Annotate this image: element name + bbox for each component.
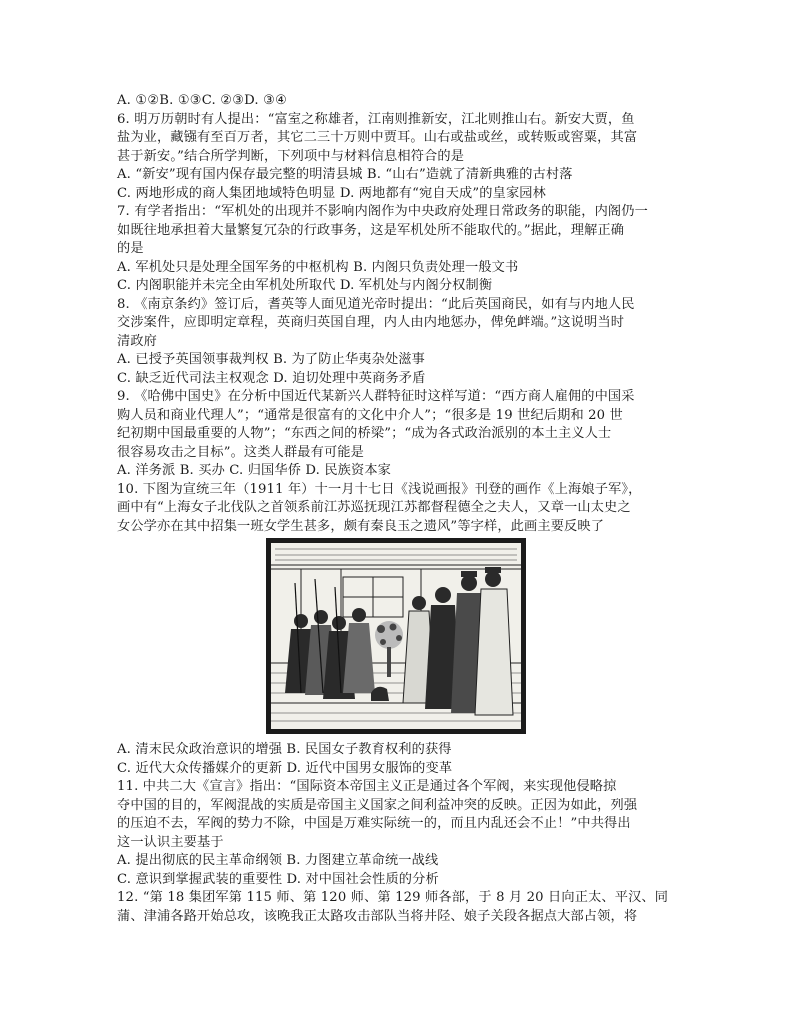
exam-page [117,92,679,926]
text-line: 9. 《哈佛中国史》在分析中国近代某新兴人群特征时这样写道：“西方商人雇佣的中国采 [117,389,635,404]
text-line: 购人员和商业代理人”；“通常是很富有的文化中介人”；“很多是 19 世纪后期和 20 世 [117,407,623,423]
text-line: 如既往地承担着大量繁复冗杂的行政事务，这是军机处所不能取代的。”据此，理解正确 [117,222,625,238]
text-line: 画中有“上海女子北伐队之首领系前江苏巡抚现江苏都督程德全之夫人，又章一山太史之 [117,500,631,515]
historical-illustration [266,538,526,734]
text-line: 的压迫不去，军阀的势力不除，中国是万难实际统一的，而且内乱还会不止！”中共得出 [117,816,631,831]
text-line: 11. 中共二大《宣言》指出：“国际资本帝国主义正是通过各个军阀，来实现他侵略掠 [117,779,617,794]
text-line: 这一认识主要基于 [117,834,224,850]
text-line: 清政府 [117,333,158,349]
text-line: A. 洋务派 B. 买办 C. 归国华侨 D. 民族资本家 [117,463,392,478]
text-line: 10. 下图为宣统三年（1911 年）十一月十七日《浅说画报》刊登的画作《上海娘子军》， [117,481,642,497]
figure-container [117,538,679,738]
text-line: C. 意识到掌握武装的重要性 D. 对中国社会性质的分析 [117,871,439,887]
text-line: 8. 《南京条约》签订后，耆英等人面见道光帝时提出：“此后英国商民，如有与内地人民 [117,296,635,312]
text-line: 女公学亦在其中招集一班女学生甚多，颇有秦良玉之遗风”等字样，此画主要反映了 [117,518,605,534]
text-line: 蒲、津浦各路开始总攻，该晚我正太路攻击部队当将井陉、娘子关段各据点大部占领，将 [117,908,638,924]
text-line: A. ①②B. ①③C. ②③D. ③④ [117,93,288,108]
text-line: A. 军机处只是处理全国军务的中枢机构 B. 内阁只负责处理一般文书 [117,259,519,275]
text-line: A. 清末民众政治意识的增强 B. 民国女子教育权利的获得 [117,742,452,757]
text-line: 甚于新安。”结合所学判断，下列项中与材料信息相符合的是 [117,148,465,164]
text-line: 6. 明万历朝时有人提出：“富室之称雄者，江南则推新安，江北则推山右。新安大贾，鱼 [117,111,635,127]
text-line: 的是 [117,241,144,256]
text-line: C. 内阁职能并未完全由军机处所取代 D. 军机处与内阁分权制衡 [117,278,493,293]
text-line: C. 缺乏近代司法主权观念 D. 迫切处理中英商务矛盾 [117,370,426,386]
illustration-drawing [271,543,521,729]
text-line: A. 已授予英国领事裁判权 B. 为了防止华夷杂处滋事 [117,352,425,367]
exam-text-before-figure [117,92,679,536]
text-line: C. 两地形成的商人集团地域特色明显 D. 两地都有“宛自天成”的皇家园林 [117,185,546,201]
text-line: C. 近代大众传播媒介的更新 D. 近代中国男女服饰的变革 [117,760,453,776]
text-line: 交涉案件，应即明定章程，英商归英国自理，内人由内地惩办，俾免衅端。”这说明当时 [117,315,625,330]
text-line: 7. 有学者指出：“军机处的出现并不影响内阁作为中央政府处理日常政务的职能，内阁仍一 [117,204,648,219]
text-line: A. “新安”现有国内保存最完整的明清县城 B. “山右”造就了清新典雅的古村落 [117,167,573,182]
text-line: 夺中国的目的，军阀混战的实质是帝国主义国家之间利益冲突的反映。正因为如此，列强 [117,797,638,813]
text-line: 盐为业，藏镪有至百万者，其它二三十万则中贾耳。山右或盐或丝，或转贩或窖粟，其富 [117,130,638,145]
exam-text-after-figure [117,741,679,926]
text-line: 纪初期中国最重要的人物”；“东西之间的桥梁”；“成为各式政治派别的本土主义人士 [117,426,612,441]
text-line: 12. “第 18 集团军第 115 师、第 120 师、第 129 师各部，于 8 月 20 日向正太、平汉、同 [117,890,669,905]
text-line: 很容易攻击之目标”。这类人群最有可能是 [117,444,364,460]
text-line: A. 提出彻底的民主革命纲领 B. 力图建立革命统一战线 [117,853,439,868]
